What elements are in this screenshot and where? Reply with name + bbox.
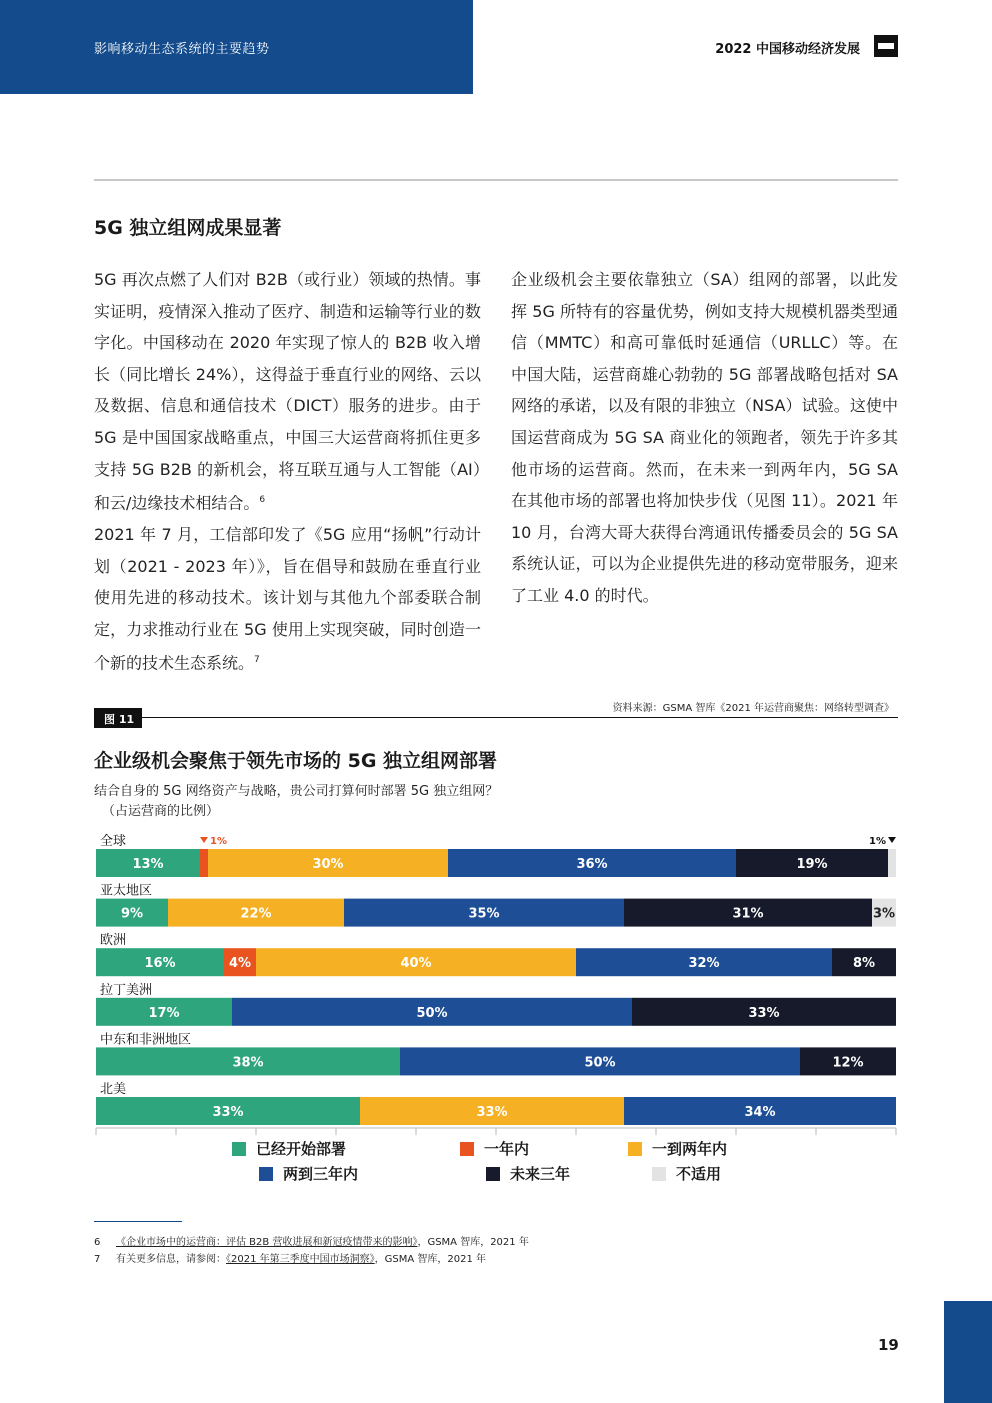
category-label: 全球 xyxy=(100,834,127,849)
figure-source: 资料来源：GSMA 智库《2021 年运营商聚焦：网络转型调查》 xyxy=(612,703,894,714)
legend-swatch xyxy=(652,1167,666,1181)
article-heading: 5G 独立组网成果显著 xyxy=(94,217,282,239)
data-label: 33% xyxy=(476,1105,508,1120)
category-label: 亚太地区 xyxy=(100,883,153,899)
left-paragraph-1: 5G 再次点燃了人们对 B2B（或行业）领域的热情。事实证明，疫情深入推动了医疗、制造和运输等行业的数字化。中国移动在 2020 年实现了惊人的 B2B 收入增长（同比增长 24%），这得益于垂直行业的网络、云以及数据、信息和通信技术（DICT）服务的进步。由于 5G 是中国国家战略重点，中国三大运营商将抓住更多支持 5G B2B 的新机会，将互联互通与人工智能（AI）和云/边缘技术相结合。 xyxy=(94,270,481,513)
data-label: 22% xyxy=(240,906,272,922)
legend-label: 已经开始部署 xyxy=(256,1140,347,1158)
data-label: 50% xyxy=(584,1055,616,1071)
bar-segment xyxy=(888,849,896,877)
bar-segment xyxy=(200,849,208,877)
stacked-bar-chart xyxy=(94,828,898,1140)
question-subtext: （占运营商的比例） xyxy=(102,804,220,819)
figure-question xyxy=(94,782,498,822)
data-label: 31% xyxy=(732,906,764,922)
footnote-rule xyxy=(94,1221,182,1222)
category-label: 欧洲 xyxy=(100,933,127,949)
left-column xyxy=(94,264,481,679)
callout-label: 1% xyxy=(869,836,886,847)
legend-swatch xyxy=(232,1142,246,1156)
legend-item xyxy=(259,1163,358,1184)
page-number: 19 xyxy=(878,1336,899,1354)
left-paragraph-2: 2021 年 7 月，工信部印发了《5G 应用“扬帆”行动计划（2021 - 2023 年）》，旨在倡导和鼓励在垂直行业使用先进的移动技术。该计划与其他九个部委联合制定，力求推动行业在 5G 使用上实现突破，同时创造一个新的技术生态系统。 xyxy=(94,525,481,673)
footnote-rest: ，GSMA 智库，2021 年 xyxy=(374,1254,487,1265)
section-title: 影响移动生态系统的主要趋势 xyxy=(94,42,270,57)
callout-marker xyxy=(888,837,896,843)
legend-swatch xyxy=(259,1167,273,1181)
category-label: 中东和非洲地区 xyxy=(100,1032,192,1048)
figure-tag: 图 11 xyxy=(94,708,142,728)
footnote-rest: ，GSMA 智库，2021 年 xyxy=(417,1237,529,1248)
footnote-7 xyxy=(94,1250,486,1265)
legend-item xyxy=(460,1138,529,1159)
truck-icon xyxy=(874,35,898,57)
data-label: 4% xyxy=(228,956,252,972)
legend-item xyxy=(486,1163,570,1184)
legend-item xyxy=(628,1138,727,1159)
data-label: 35% xyxy=(468,906,500,922)
footnote-link[interactable]: 《企业市场中的运营商：评估 B2B 营收进展和新冠疫情带来的影响》 xyxy=(116,1237,418,1248)
footnote-link[interactable]: 《2021 年第三季度中国市场洞察》 xyxy=(226,1254,375,1265)
figure-header xyxy=(94,703,898,728)
data-label: 40% xyxy=(400,956,432,972)
legend-label: 未来三年 xyxy=(510,1165,571,1183)
category-label: 北美 xyxy=(100,1082,127,1097)
data-label: 19% xyxy=(796,857,828,872)
footnote-6 xyxy=(94,1233,529,1248)
legend-swatch xyxy=(628,1142,642,1156)
data-label: 13% xyxy=(132,857,164,872)
legend-label: 两到三年内 xyxy=(283,1165,359,1183)
legend-label: 一到两年内 xyxy=(652,1140,728,1158)
data-label: 12% xyxy=(832,1055,864,1071)
data-label: 36% xyxy=(576,857,608,872)
footnote-ref-7[interactable]: 7 xyxy=(254,655,260,666)
section-divider xyxy=(94,179,898,181)
data-label: 34% xyxy=(744,1105,776,1120)
figure-rule xyxy=(134,717,898,718)
right-column xyxy=(511,264,898,612)
footnote-number: 6 xyxy=(94,1237,101,1248)
right-paragraph: 企业级机会主要依靠独立（SA）组网的部署，以此发挥 5G 所特有的容量优势，例如支持大规模机器类型通信（MMTC）和高可靠低时延通信（URLLC）等。在中国大陆，运营商雄心勃勃的 5G 部署战略包括对 SA 网络的承诺，以及有限的非独立（NSA）试验。这使中国运营商成为 5G SA 商业化的领跑者，领先于许多其他市场的运营商。然而，在未来一到两年内，5G SA 在其他市场的部署也将加快步伐（见图 11）。2021 年 10 月，台湾大哥大获得台湾通讯传播委员会的 5G SA 系统认证，可以为企业提供先进的移动宽带服务，迎来了工业 4.0 的时代。 xyxy=(511,270,898,605)
header-band xyxy=(0,0,473,94)
question-text: 结合自身的 5G 网络资产与战略，贵公司打算何时部署 5G 独立组网？ xyxy=(94,784,499,799)
data-label: 50% xyxy=(416,1005,448,1021)
data-label: 9% xyxy=(120,906,144,922)
callout-label: 1% xyxy=(210,836,227,847)
legend-label: 一年内 xyxy=(484,1140,530,1158)
footnote-number: 7 xyxy=(94,1254,101,1265)
data-label: 3% xyxy=(872,906,896,922)
legend-swatch xyxy=(486,1167,500,1181)
data-label: 32% xyxy=(688,956,720,972)
data-label: 30% xyxy=(312,857,344,872)
data-label: 38% xyxy=(232,1055,264,1071)
footnote-ref-6[interactable]: 6 xyxy=(259,495,266,506)
data-label: 33% xyxy=(748,1005,780,1021)
report-title: 2022 中国移动经济发展 xyxy=(715,42,860,57)
legend-swatch xyxy=(460,1142,474,1156)
footnote-pre: 有关更多信息，请参阅： xyxy=(116,1254,226,1265)
data-label: 33% xyxy=(212,1105,244,1120)
legend-item xyxy=(232,1138,346,1159)
figure-title: 企业级机会聚焦于领先市场的 5G 独立组网部署 xyxy=(94,750,498,772)
data-label: 17% xyxy=(148,1005,180,1021)
side-tab xyxy=(944,1301,992,1403)
legend-label: 不适用 xyxy=(676,1165,722,1183)
data-label: 8% xyxy=(852,956,876,972)
category-label: 拉丁美洲 xyxy=(100,982,153,998)
callout-marker xyxy=(200,837,208,843)
legend-item xyxy=(652,1163,721,1184)
data-label: 16% xyxy=(144,956,176,972)
